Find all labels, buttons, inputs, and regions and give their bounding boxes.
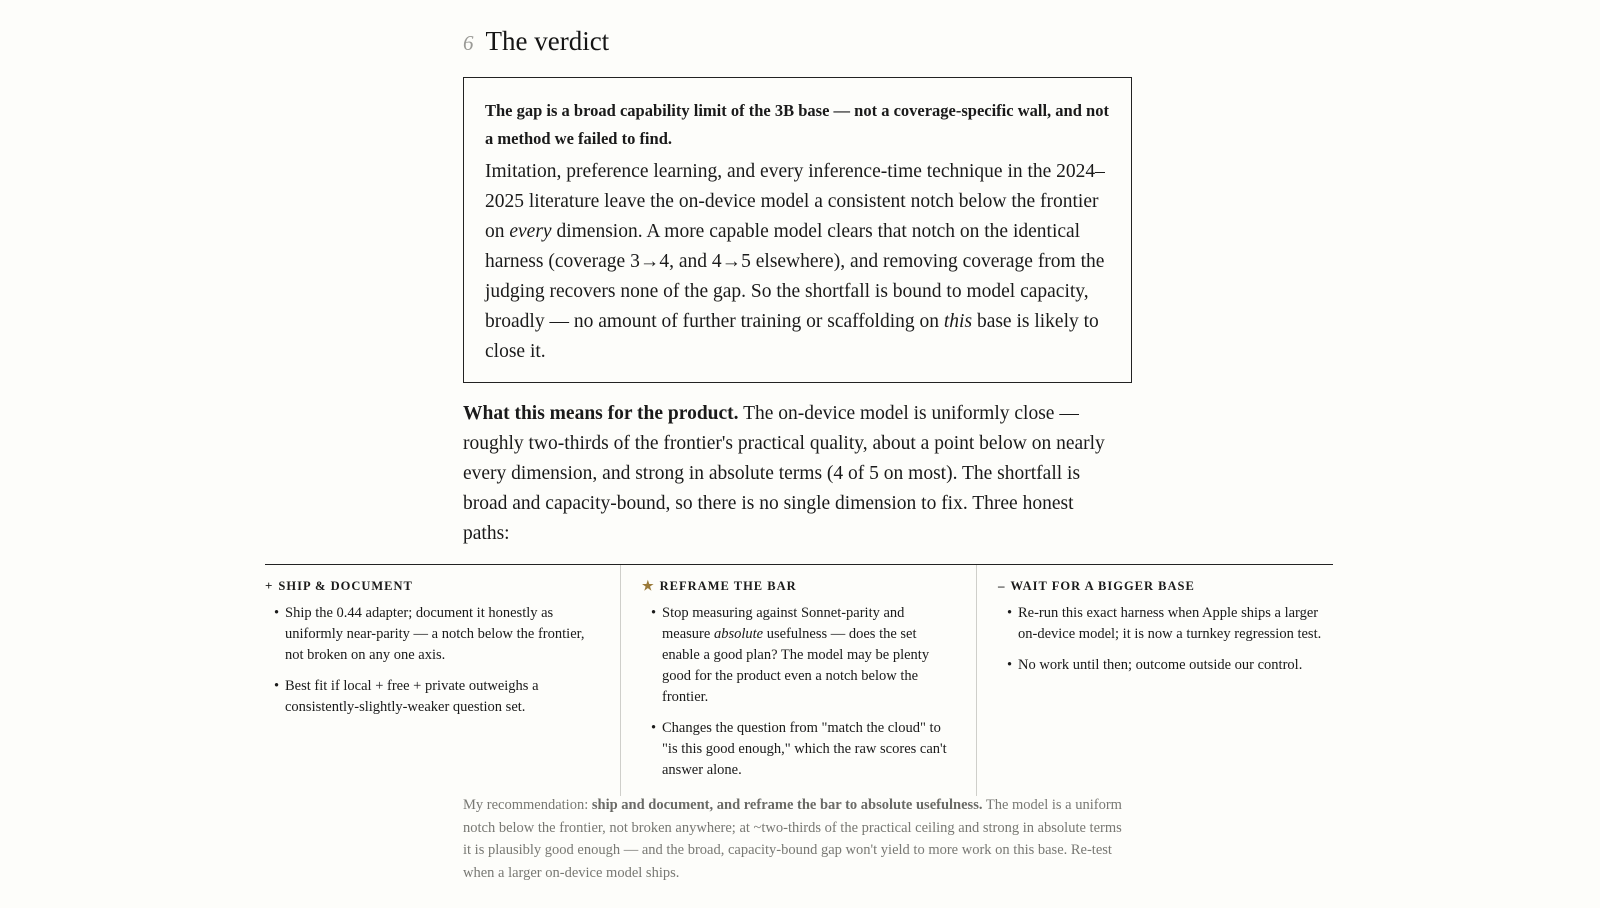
path-title-text: WAIT FOR A BIGGER BASE: [1010, 578, 1195, 593]
dash-icon: –: [998, 578, 1006, 593]
verdict-body-text: Imitation, preference learning, and every inference-time technique in the 2024–2025 literature leave the on-device model a consistent notch below the frontier on: [485, 161, 1105, 242]
section-title: The verdict: [485, 26, 610, 56]
section-heading: [463, 26, 609, 57]
verdict-lead: The gap is a broad capability limit of the 3B base — not a coverage-specific wall, and not a method we failed to find.: [485, 101, 1109, 148]
path-title: [642, 578, 956, 594]
path-bullet: • Best fit if local + free + private outweighs a consistently-slightly-weaker question set.: [285, 676, 600, 718]
recommendation-bold: ship and document, and reframe the bar to absolute usefulness.: [591, 797, 983, 813]
path-bullets: [265, 603, 600, 718]
paths-grid: [265, 564, 1333, 796]
path-title-text: REFRAME THE BAR: [659, 578, 797, 593]
verdict-body-text: dimension. A more capable model clears that notch on the identical harness (coverage 3→4, and 4→5 elsewhere), and removing coverage from the judging recovers none of the gap. So the shortfall is bound to model capacity, broadly — no amount of further training or scaffolding on: [485, 221, 1105, 332]
path-title: [265, 578, 600, 594]
path-wait-bigger-base: [977, 565, 1333, 796]
recommendation-text: The model is a uniform notch below the frontier, not broken anywhere; at ~two-thirds of the practical ceiling and strong in absolute terms it is plausibly good enough — and the broad, capacity-bound gap won't yield to more work on this base. Re-test when a larger on-device model ships.: [463, 797, 1122, 881]
path-bullets: [998, 603, 1333, 676]
path-bullet: • Ship the 0.44 adapter; document it honestly as uniformly near-parity — a notch below the frontier, not broken on any one axis.: [285, 603, 600, 666]
product-meaning-paragraph: [463, 399, 1111, 549]
verdict-body: [485, 157, 1111, 367]
star-icon: ★: [642, 578, 655, 593]
path-bullet: • No work until then; outcome outside our control.: [1018, 655, 1333, 676]
path-ship-document: [265, 565, 621, 796]
verdict-body-emphasis: every: [509, 221, 552, 242]
verdict-body-emphasis: this: [943, 311, 973, 332]
path-bullet: • Changes the question from "match the cloud" to "is this good enough," which the raw scores can't answer alone.: [662, 718, 956, 781]
path-bullet-text: Stop measuring against Sonnet-parity and measure: [662, 605, 905, 642]
recommendation-label: My recommendation:: [463, 797, 592, 813]
recommendation-note: [463, 794, 1131, 884]
path-title-text: SHIP & DOCUMENT: [278, 578, 413, 593]
path-title: [998, 578, 1333, 594]
verdict-body-text: base is likely to close it.: [485, 311, 1099, 362]
section-number: 6: [463, 31, 474, 55]
plus-icon: +: [265, 578, 274, 593]
verdict-box: [463, 77, 1132, 383]
path-bullet-text: usefulness — does the set enable a good plan? The model may be plenty good for the product even a notch below the frontier.: [662, 626, 930, 705]
path-bullet: [662, 603, 956, 708]
path-bullet: • Re-run this exact harness when Apple ships a larger on-device model; it is now a turnkey regression test.: [1018, 603, 1333, 645]
product-meaning-lead: What this means for the product.: [463, 403, 739, 424]
path-bullet-emphasis: absolute: [713, 626, 764, 642]
product-meaning-text: The on-device model is uniformly close — roughly two-thirds of the frontier's practical quality, about a point below on nearly every dimension, and strong in absolute terms (4 of 5 on most). The shortfall is broad and capacity-bound, so there is no single dimension to fix. Three honest paths:: [463, 403, 1105, 544]
path-reframe-bar: [621, 565, 977, 796]
path-bullets: [642, 603, 956, 781]
